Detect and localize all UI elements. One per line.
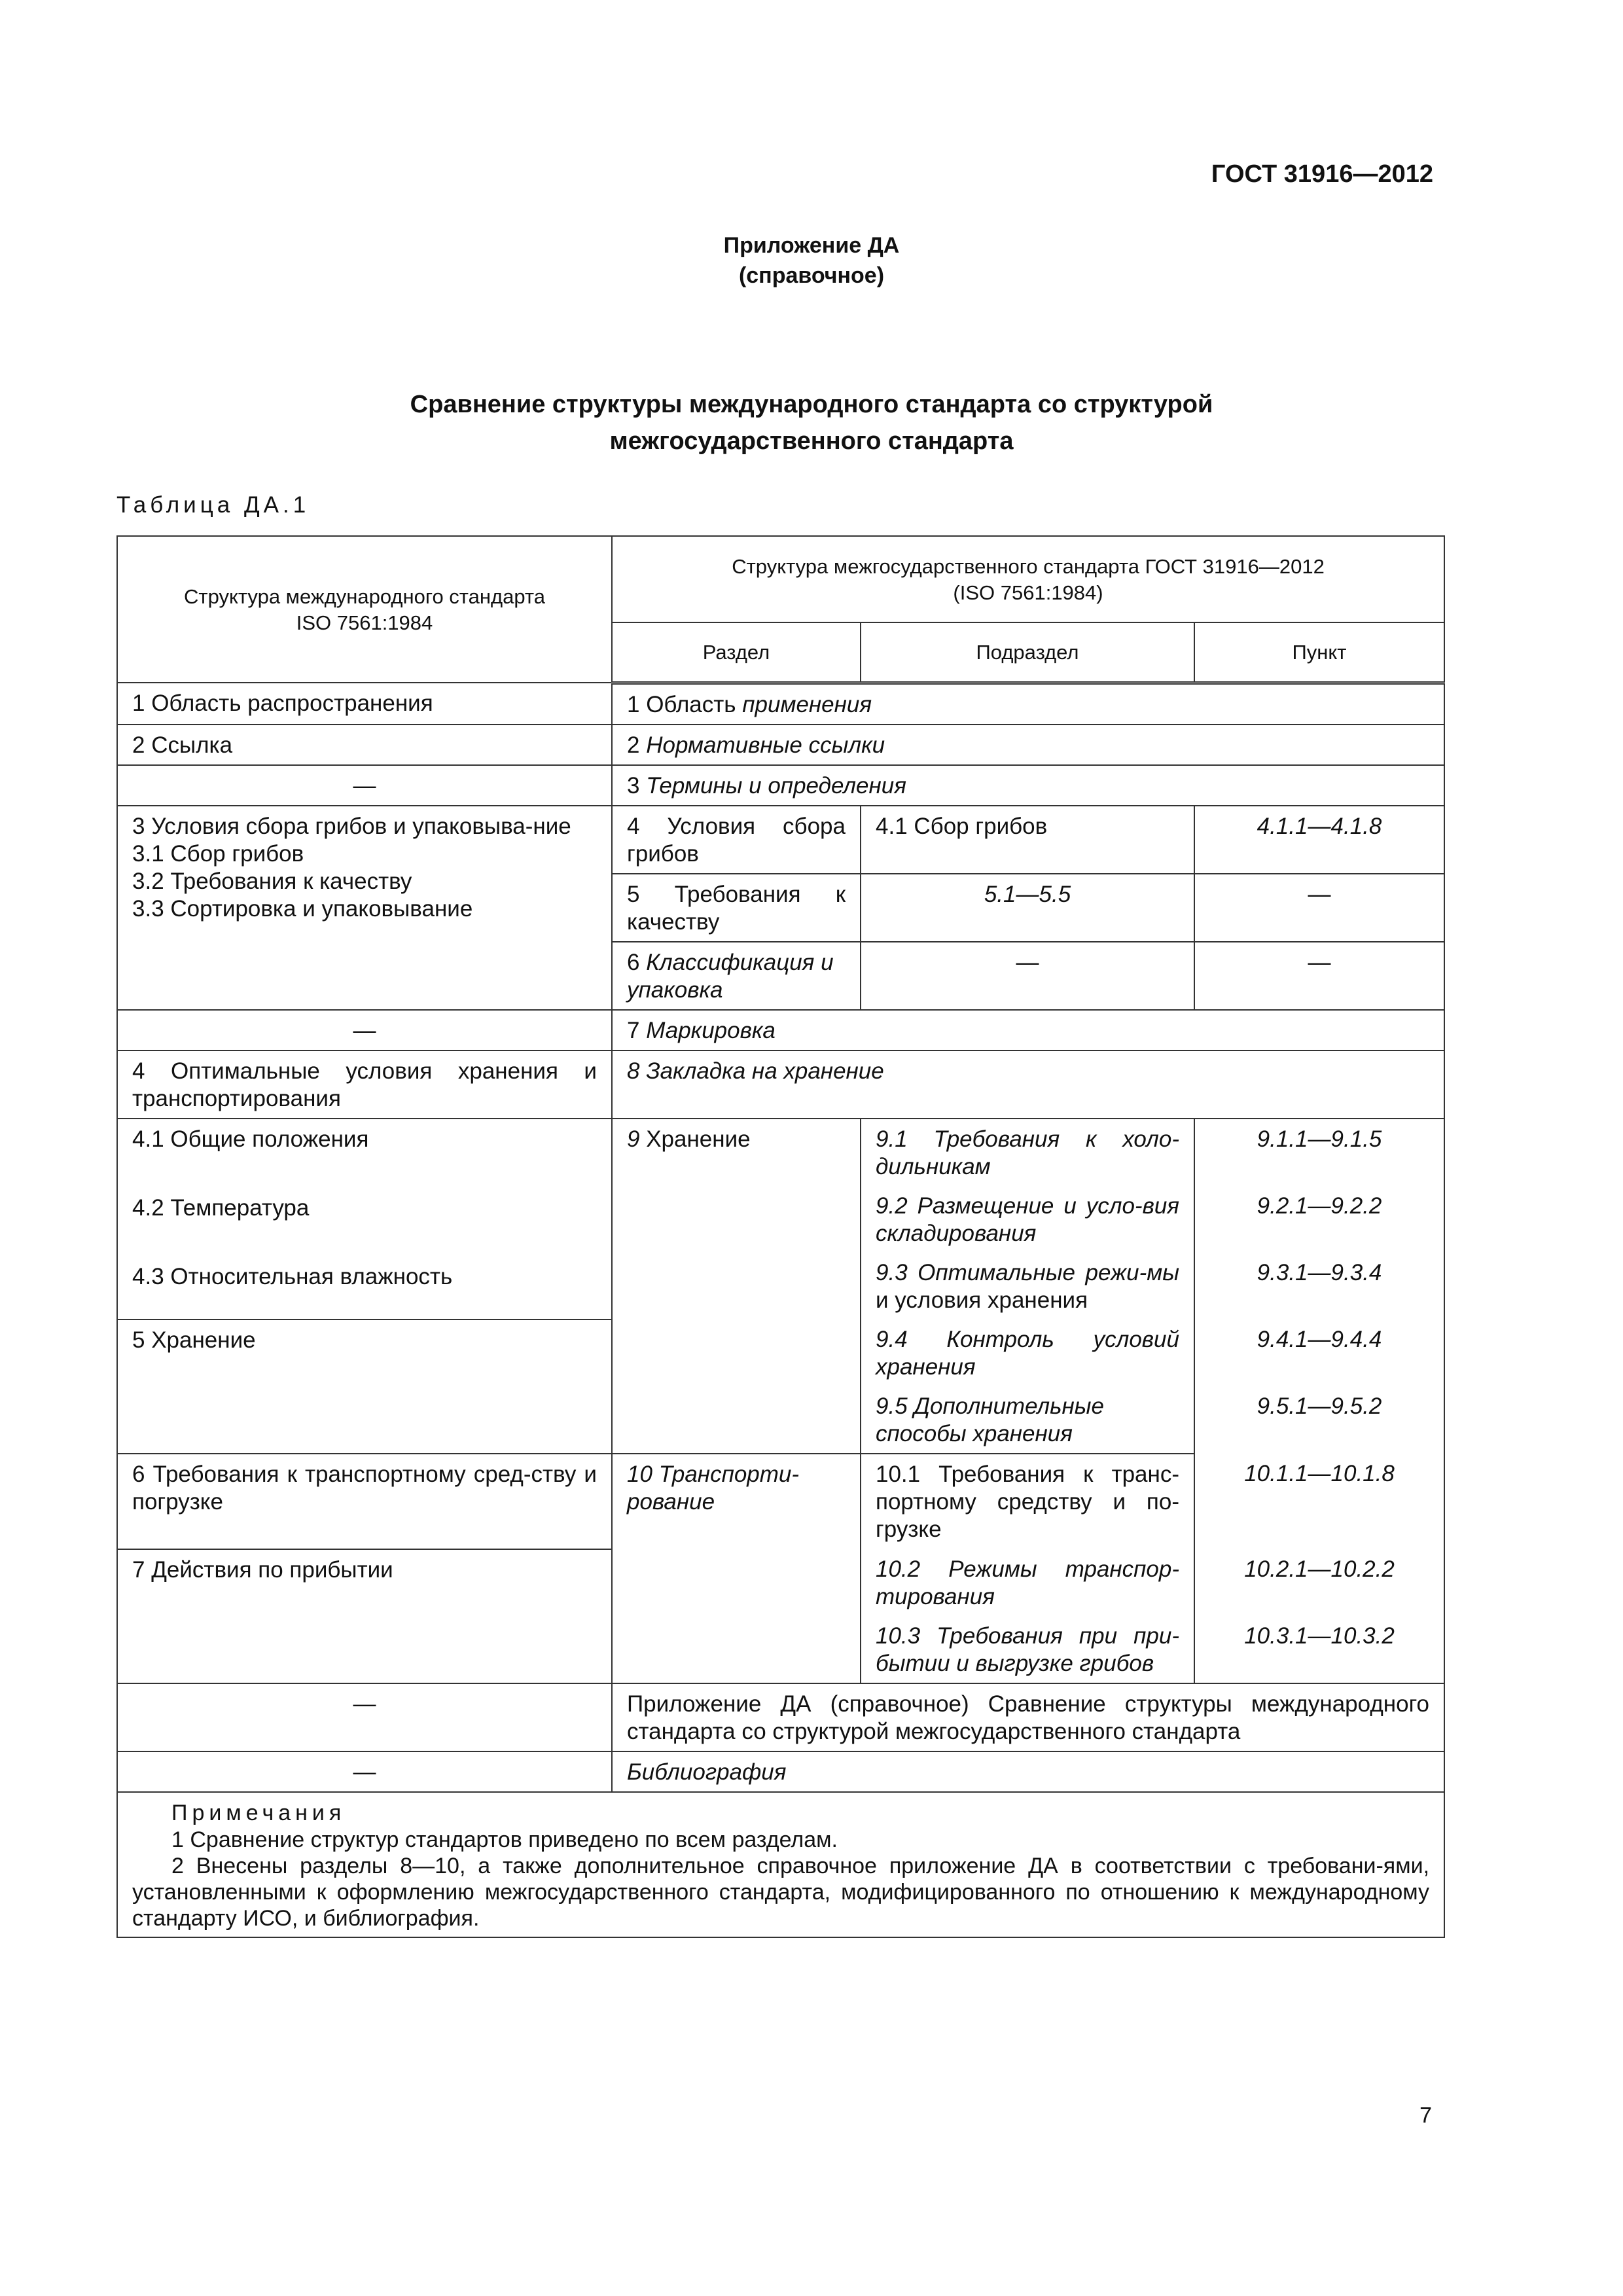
- section-cell: [612, 1119, 861, 1454]
- header-intl-line-2: ISO 7561:1984: [296, 611, 433, 634]
- table-row: [117, 1119, 1444, 1186]
- clause-cell: 9.1.1—9.1.5: [1194, 1119, 1444, 1186]
- intl-item: 3 Условия сбора грибов и упаковыва-ние: [132, 813, 571, 839]
- table-row: [117, 1010, 1444, 1050]
- note-1: 1 Сравнение структур стандартов приведено по всем разделам.: [171, 1827, 838, 1852]
- subsection-cell: 9.2 Размещение и усло-вия складирования: [861, 1186, 1194, 1253]
- interstate-cell: [612, 1010, 1444, 1050]
- subsection-cell: 4.1 Сбор грибов: [861, 806, 1194, 874]
- header-section: Раздел: [612, 622, 861, 683]
- section-title-italic: Термины и определения: [646, 772, 906, 798]
- section-number: 6: [627, 949, 647, 975]
- section-cell: 5 Требования к качеству: [612, 874, 861, 942]
- intl-cell: 6 Требования к транспортному сред-ству и погрузке: [117, 1454, 612, 1549]
- section-cell: [612, 942, 861, 1010]
- notes-title: Примечания: [171, 1800, 346, 1825]
- intl-cell: 2 Ссылка: [117, 725, 612, 765]
- header-intl-line-1: Структура международного стандарта: [184, 585, 545, 608]
- table-row: [117, 765, 1444, 806]
- interstate-cell: Приложение ДА (справочное) Сравнение структуры международного стандарта со структурой межгосударственного стандарта: [612, 1683, 1444, 1751]
- clause-cell: 10.3.1—10.3.2: [1194, 1616, 1444, 1683]
- intl-cell-empty: —: [117, 1010, 612, 1050]
- header-clause: Пункт: [1194, 622, 1444, 683]
- intl-cell: 4 Оптимальные условия хранения и транспортирования: [117, 1050, 612, 1119]
- intl-cell-empty: —: [117, 1751, 612, 1792]
- section-cell: 4 Условия сбора грибов: [612, 806, 861, 874]
- note-2: 2 Внесены разделы 8—10, а также дополнительное справочное приложение ДА в соответствии с требовани-ями, установленными к оформлению межгосударственного стандарта, модифицированного по отношению к международному стандарту ИСО, и библиография.: [132, 1853, 1430, 1931]
- section-number: 3: [627, 772, 647, 798]
- intl-item: 3.1 Сбор грибов: [132, 840, 304, 867]
- section-title: Хранение: [639, 1126, 751, 1152]
- intl-cell: 7 Действия по прибытии: [117, 1549, 612, 1683]
- section-number: 1 Область: [627, 691, 743, 717]
- clause-cell: 10.1.1—10.1.8: [1194, 1454, 1444, 1549]
- header-intl-structure: [117, 536, 612, 683]
- document-code: ГОСТ 31916—2012: [1211, 160, 1433, 188]
- subsection-cell: 10.2 Режимы транспор-тирования: [861, 1549, 1194, 1616]
- section-title-italic: Нормативные ссылки: [646, 732, 885, 758]
- intl-item: 3.2 Требования к качеству: [132, 868, 412, 894]
- intl-cell: [117, 1119, 612, 1319]
- interstate-cell: [612, 683, 1444, 725]
- subsection-cell: 9.5 Дополнительные способы хранения: [861, 1386, 1194, 1454]
- intl-item: 4.1 Общие положения: [132, 1126, 369, 1152]
- table-row: [117, 1751, 1444, 1792]
- subsection-cell: 9.1 Требования к холо-дильникам: [861, 1119, 1194, 1186]
- table-row: [117, 1454, 1444, 1549]
- table-caption: Таблица ДА.1: [116, 492, 310, 518]
- notes-cell: [117, 1792, 1444, 1937]
- header-interstate-structure: [612, 536, 1444, 622]
- clause-cell: 9.4.1—9.4.4: [1194, 1319, 1444, 1386]
- annex-type: (справочное): [738, 263, 885, 288]
- section-title-italic: Классификация и упаковка: [627, 949, 834, 1003]
- interstate-cell: [612, 725, 1444, 765]
- annex-label: Приложение ДА: [723, 233, 900, 258]
- interstate-cell: 8 Закладка на хранение: [612, 1050, 1444, 1119]
- intl-cell-empty: —: [117, 1683, 612, 1751]
- section-title-italic: Маркировка: [646, 1017, 776, 1043]
- annex-title-line-1: Сравнение структуры международного стандарта со структурой: [410, 391, 1213, 418]
- table-row: [117, 806, 1444, 874]
- header-interstate-line-1: Структура межгосударственного стандарта ГОСТ 31916—2012: [732, 555, 1325, 578]
- header-subsection: Подраздел: [861, 622, 1194, 683]
- intl-item: 3.3 Сортировка и упаковывание: [132, 895, 473, 922]
- clause-cell: 4.1.1—4.1.8: [1194, 806, 1444, 874]
- section-title-italic: применения: [742, 691, 872, 717]
- table-row: [117, 1683, 1444, 1751]
- table-row: [117, 683, 1444, 725]
- structure-comparison-table: [116, 535, 1445, 1938]
- section-cell: 10 Транспорти-рование: [612, 1454, 861, 1683]
- intl-item: 4.2 Температура: [132, 1194, 310, 1221]
- subsection-italic-part: 9.3 Оптимальные режи-мы: [876, 1259, 1179, 1285]
- table-row: [117, 725, 1444, 765]
- intl-cell-empty: —: [117, 765, 612, 806]
- intl-item: 4.3 Относительная влажность: [132, 1263, 453, 1289]
- subsection-cell: 10.3 Требования при при-бытии и выгрузке грибов: [861, 1616, 1194, 1683]
- clause-cell: 9.5.1—9.5.2: [1194, 1386, 1444, 1454]
- table-row: [117, 1050, 1444, 1119]
- section-number: 2: [627, 732, 647, 758]
- clause-cell: —: [1194, 874, 1444, 942]
- section-number-italic: 9: [627, 1126, 640, 1152]
- subsection-cell: 10.1 Требования к транс-портному средству и по-грузке: [861, 1454, 1194, 1549]
- subsection-cell: 5.1—5.5: [861, 874, 1194, 942]
- page-number: 7: [1419, 2103, 1432, 2128]
- header-interstate-line-2: (ISO 7561:1984): [953, 581, 1103, 604]
- subsection-cell: —: [861, 942, 1194, 1010]
- section-number: 7: [627, 1017, 647, 1043]
- annex-title-line-2: межгосударственного стандарта: [609, 427, 1014, 455]
- notes-row: [117, 1792, 1444, 1937]
- annex-title: [0, 386, 1623, 459]
- subsection-cell: [861, 1253, 1194, 1319]
- clause-cell: 10.2.1—10.2.2: [1194, 1549, 1444, 1616]
- interstate-cell: Библиография: [612, 1751, 1444, 1792]
- interstate-cell: [612, 765, 1444, 806]
- clause-cell: —: [1194, 942, 1444, 1010]
- intl-cell: [117, 806, 612, 1010]
- intl-cell: 5 Хранение: [117, 1319, 612, 1454]
- clause-cell: 9.2.1—9.2.2: [1194, 1186, 1444, 1253]
- intl-cell: 1 Область распространения: [117, 683, 612, 725]
- subsection-plain-part: и условия хранения: [876, 1287, 1088, 1313]
- table-header-row: [117, 536, 1444, 622]
- annex-heading: [0, 230, 1623, 291]
- clause-cell: 9.3.1—9.3.4: [1194, 1253, 1444, 1319]
- subsection-cell: 9.4 Контроль условий хранения: [861, 1319, 1194, 1386]
